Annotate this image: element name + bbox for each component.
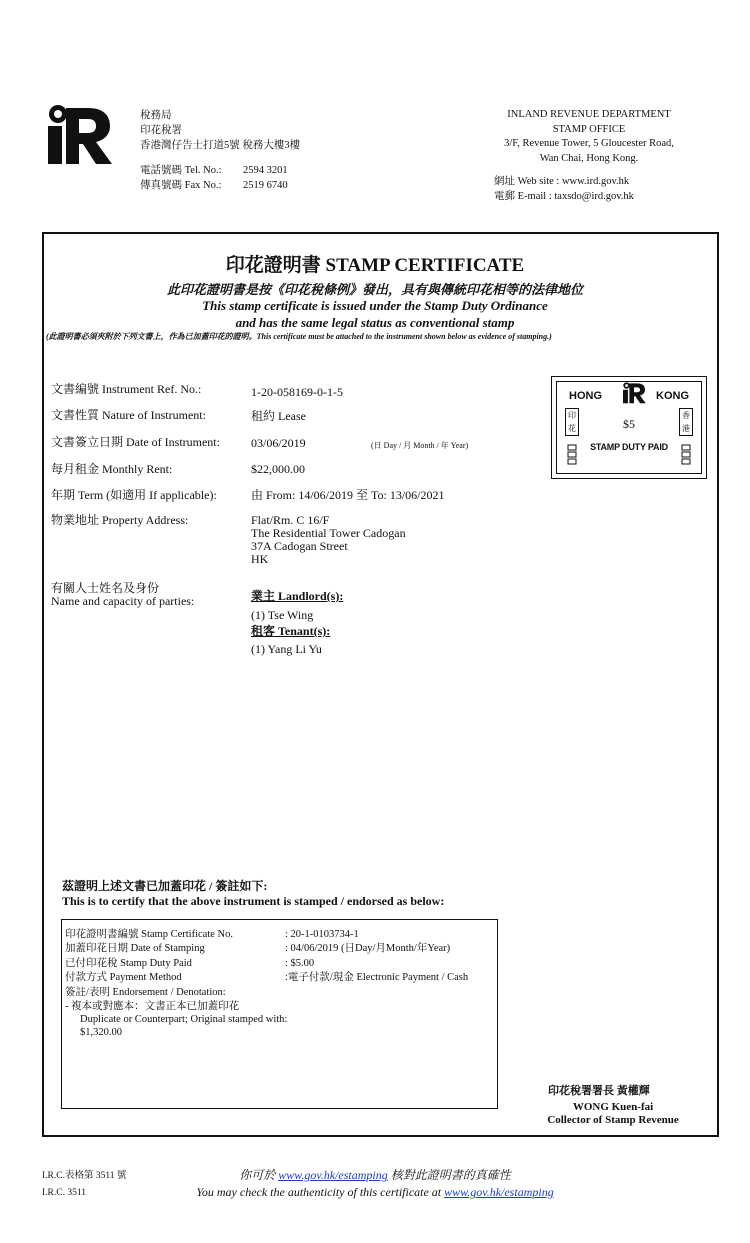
tel-label: 電話號碼 Tel. No.:	[140, 165, 222, 176]
stamp-date-value: : 04/06/2019 (日Day/月Month/年Year)	[285, 943, 451, 954]
tel-value: 2594 3201	[243, 165, 288, 176]
address-line-2: The Residential Tower Cadogan	[251, 526, 406, 540]
cert-no-label: 印花證明書編號 Stamp Certificate No.	[65, 929, 233, 940]
address-cn: 香港灣仔告士打道5號 稅務大樓3樓	[140, 140, 301, 151]
duty-value: : $5.00	[285, 958, 315, 969]
dept-name-cn: 稅務局	[140, 110, 172, 121]
cert-no-value: : 20-1-0103734-1	[285, 929, 359, 940]
address-line-3: 37A Cadogan Street	[251, 539, 348, 553]
form-number-cn: I.R.C.表格第 3511 號	[42, 1171, 127, 1181]
subtitle-en-2: and has the same legal status as conventional stamp	[235, 315, 515, 330]
verify-text-en	[0, 1185, 750, 1200]
stamp-duty-stamp	[551, 376, 707, 479]
subtitle-en-1: This stamp certificate is issued under the Stamp Duty Ordinance	[202, 298, 548, 313]
form-number-en: I.R.C. 3511	[42, 1188, 86, 1198]
duty-label: 已付印花稅 Stamp Duty Paid	[65, 958, 192, 969]
stamp-ornament-left-icon	[567, 444, 577, 466]
landlord-1: (1) Tse Wing	[251, 608, 314, 622]
parties-label-en: Name and capacity of parties:	[51, 594, 195, 608]
certify-text-en: This is to certify that the above instrument is stamped / endorsed as below:	[62, 894, 445, 908]
address-line-1: Flat/Rm. C 16/F	[251, 513, 330, 527]
stamp-hong: HONG	[569, 390, 602, 402]
method-value: :電子付款/現金 Electronic Payment / Cash	[285, 972, 469, 983]
method-label: 付款方式 Payment Method	[65, 972, 182, 983]
stamp-value: $5	[623, 417, 635, 431]
attachment-note: (此證明書必須夾附於下列文書上，作為已加蓋印花的證明。This certificate must be attached to the instrument shown below as evidence of stamping.)	[46, 332, 552, 341]
landlord-heading: 業主 Landlord(s):	[251, 589, 344, 603]
tenant-heading: 租客 Tenant(s):	[251, 624, 331, 638]
endorse-amount: $1,320.00	[80, 1027, 122, 1038]
collector-signature-block	[538, 1101, 688, 1127]
tenant-1: (1) Yang Li Yu	[251, 642, 322, 656]
address-line-4: HK	[251, 552, 269, 566]
stamp-kong: KONG	[656, 390, 689, 402]
date-format-hint: (日 Day / 月 Month / 年 Year)	[371, 441, 469, 450]
rent-value: $22,000.00	[251, 462, 305, 476]
nature-label: 文書性質 Nature of Instrument:	[51, 408, 206, 422]
email-text: 電郵 E-mail : taxsdo@ird.gov.hk	[494, 190, 634, 202]
stamp-ornament-right-icon	[681, 444, 691, 466]
address-label: 物業地址 Property Address:	[51, 513, 189, 527]
address-en-1: 3/F, Revenue Tower, 5 Gloucester Road,	[504, 138, 674, 149]
estamping-link-cn[interactable]: www.gov.hk/estamping	[278, 1168, 388, 1182]
subtitle-cn: 此印花證明書是按《印花稅條例》發出，具有與傳統印花相等的法律地位	[166, 282, 583, 297]
term-label: 年期 Term (如適用 If applicable):	[51, 488, 217, 502]
dept-name-en: INLAND REVENUE DEPARTMENT	[507, 109, 671, 120]
rent-label: 每月租金 Monthly Rent:	[51, 462, 173, 476]
office-name-en: STAMP OFFICE	[552, 123, 626, 135]
endorse-label: 簽註/表明 Endorsement / Denotation:	[65, 987, 226, 998]
date-label: 文書簽立日期 Date of Instrument:	[51, 435, 220, 449]
header-right	[474, 108, 704, 204]
website-text: 網址 Web site : www.ird.gov.hk	[494, 176, 630, 187]
certify-text-cn: 茲證明上述文書已加蓋印花 / 簽註如下:	[62, 879, 268, 893]
fax-label: 傳真號碼 Fax No.:	[140, 180, 222, 191]
term-value: 由 From: 14/06/2019 至 To: 13/06/2021	[251, 488, 445, 502]
stamp-paid-text: STAMP DUTY PAID	[590, 442, 668, 452]
header-left	[140, 108, 300, 193]
certificate-title: 印花證明書 STAMP CERTIFICATE	[225, 255, 525, 276]
collector-name: WONG Kuen-fai	[572, 1101, 654, 1113]
verify-text-cn	[0, 1166, 750, 1183]
office-name-cn: 印花稅署	[140, 125, 182, 136]
ref-label: 文書編號 Instrument Ref. No.:	[51, 382, 202, 396]
verify-cn-pre: 你可於	[239, 1168, 279, 1182]
nature-value: 租約 Lease	[251, 409, 306, 423]
stamp-right-box: 香港	[679, 408, 693, 436]
stamp-date-label: 加蓋印花日期 Date of Stamping	[65, 943, 205, 954]
endorse-en: Duplicate or Counterpart; Original stamped with:	[80, 1014, 288, 1025]
address-en-2: Wan Chai, Hong Kong.	[539, 152, 639, 164]
ref-value: 1-20-058169-0-1-5	[251, 385, 343, 399]
date-value: 03/06/2019	[251, 436, 306, 450]
estamping-link-en[interactable]: www.gov.hk/estamping	[444, 1185, 554, 1199]
stamp-ird-logo-icon	[620, 382, 648, 404]
fax-value: 2519 6740	[243, 180, 288, 191]
collector-title-en: Collector of Stamp Revenue	[547, 1114, 679, 1126]
verify-cn-post: 核對此證明書的真確性	[387, 1168, 511, 1182]
collector-title-cn: 印花稅署署長 黃權輝	[548, 1085, 650, 1097]
stamp-left-box: 印花	[565, 408, 579, 436]
ird-logo	[44, 104, 114, 166]
parties-label-cn: 有關人士姓名及身份	[51, 581, 160, 595]
verify-en-pre: You may check the authenticity of this certificate at	[196, 1185, 445, 1199]
endorse-cn: - 複本或對應本：文書正本已加蓋印花	[65, 1001, 240, 1012]
